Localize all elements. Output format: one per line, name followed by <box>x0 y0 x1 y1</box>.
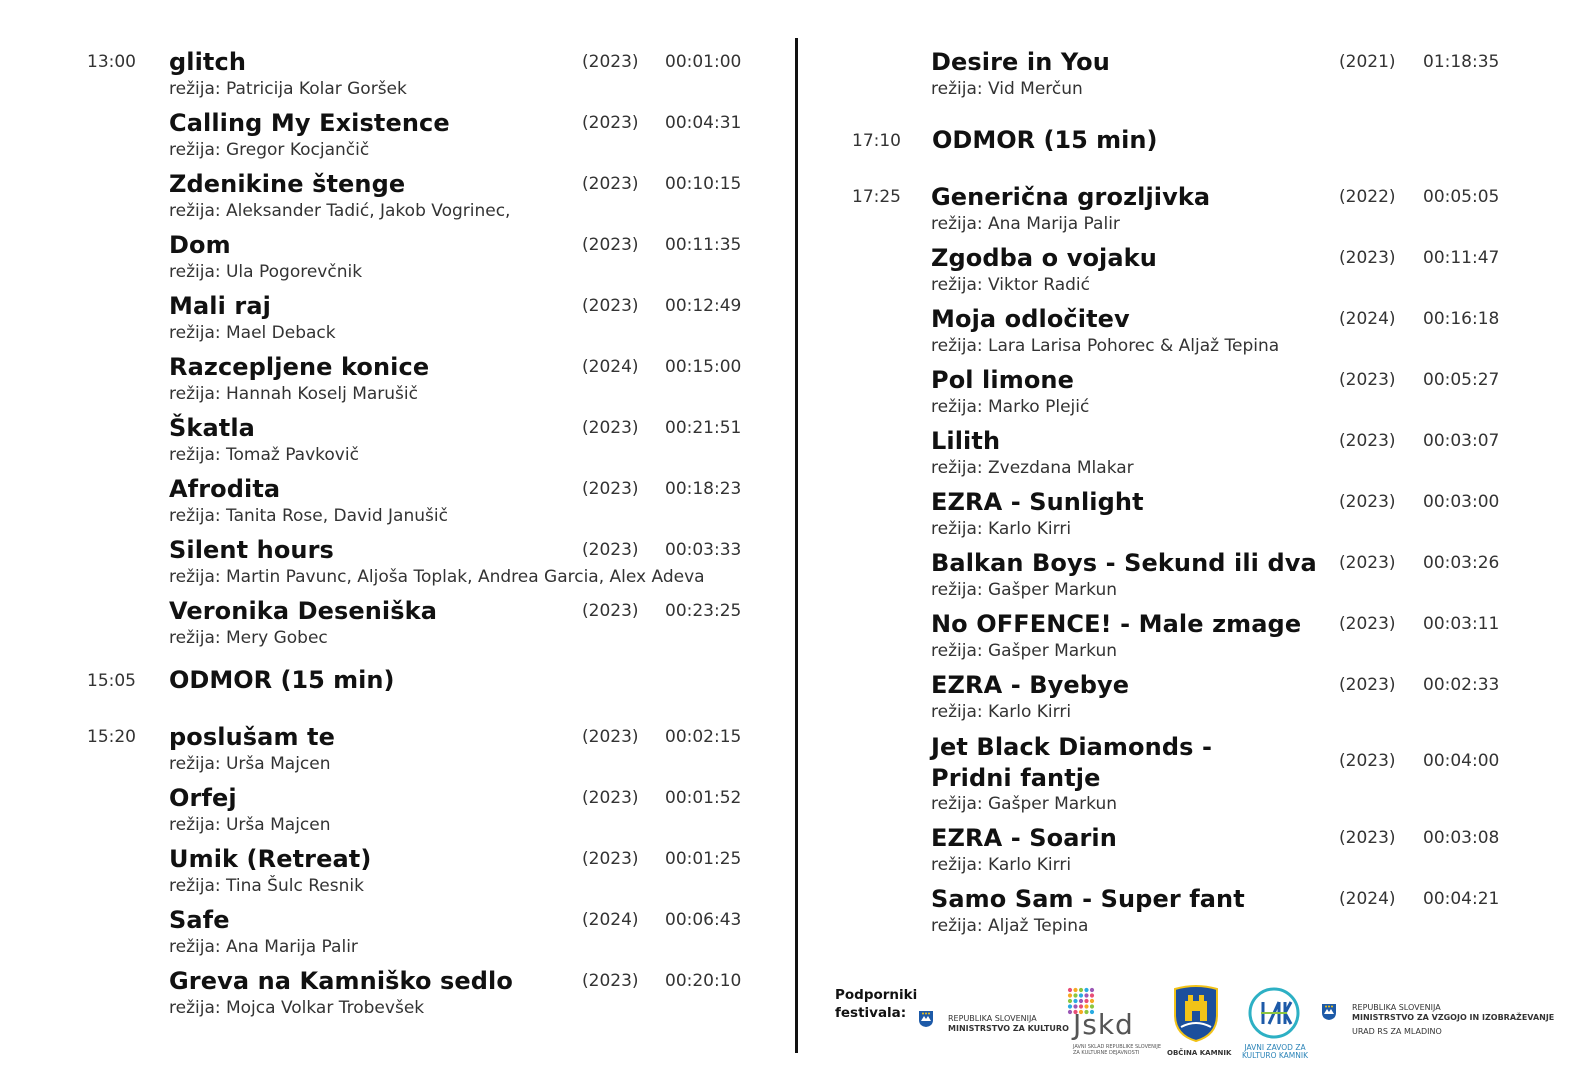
film-duration: 00:16:18 <box>1423 309 1500 329</box>
film-title: Lilith <box>931 427 1001 455</box>
block-time: 13:00 <box>87 52 136 72</box>
break-title: ODMOR (15 min) <box>169 666 395 694</box>
film-title: Pol limone <box>931 366 1074 394</box>
break-title: ODMOR (15 min) <box>932 126 1158 154</box>
film-title: Zgodba o vojaku <box>931 244 1157 272</box>
film-title: Desire in You <box>931 48 1110 76</box>
film-year: (2023) <box>582 296 639 316</box>
film-title: No OFFENCE! - Male zmage <box>931 610 1302 638</box>
sponsors-label-line: festivala: <box>835 1005 907 1021</box>
film-title: Silent hours <box>169 536 334 564</box>
kamnik-shield-icon <box>1171 983 1221 1043</box>
film-title: Balkan Boys - Sekund ili dva <box>931 549 1317 577</box>
film-director: režija: Mael Deback <box>169 323 336 343</box>
film-year: (2023) <box>582 113 639 133</box>
film-duration: 00:15:00 <box>665 357 742 377</box>
jskd-dot <box>1073 993 1077 997</box>
film-duration: 00:05:05 <box>1423 187 1500 207</box>
film-year: (2023) <box>1339 751 1396 771</box>
jskd-dot <box>1068 988 1072 992</box>
film-director: režija: Marko Plejić <box>931 397 1090 417</box>
film-year: (2023) <box>1339 492 1396 512</box>
film-duration: 00:05:27 <box>1423 370 1500 390</box>
film-year: (2021) <box>1339 52 1396 72</box>
film-duration: 00:03:08 <box>1423 828 1500 848</box>
jskd-dot <box>1084 988 1088 992</box>
film-director: režija: Gašper Markun <box>931 641 1118 661</box>
film-year: (2024) <box>1339 889 1396 909</box>
film-director: režija: Hannah Koselj Marušič <box>169 384 418 404</box>
film-director: režija: Urša Majcen <box>169 754 331 774</box>
film-director: režija: Lara Larisa Pohorec & Aljaž Tepina <box>931 336 1280 356</box>
film-duration: 00:01:00 <box>665 52 742 72</box>
film-year: (2023) <box>1339 614 1396 634</box>
film-director: režija: Ana Marija Palir <box>931 214 1120 234</box>
film-year: (2023) <box>1339 828 1396 848</box>
film-duration: 00:04:21 <box>1423 889 1500 909</box>
film-year: (2023) <box>582 479 639 499</box>
film-duration: 00:02:33 <box>1423 675 1500 695</box>
film-year: (2023) <box>582 235 639 255</box>
film-director: režija: Mery Gobec <box>169 628 328 648</box>
film-director: režija: Gregor Kocjančič <box>169 140 370 160</box>
slovenia-coat-icon <box>1321 1003 1337 1021</box>
jskd-dot <box>1084 999 1088 1003</box>
film-title: Generična grozljivka <box>931 183 1211 211</box>
ministry-education-line: MINISTRSTVO ZA VZGOJO IN IZOBRAŽEVANJE <box>1352 1012 1555 1022</box>
film-duration: 00:03:33 <box>665 540 742 560</box>
film-title: Afrodita <box>169 475 281 503</box>
film-year: (2024) <box>1339 309 1396 329</box>
film-year: (2024) <box>582 357 639 377</box>
jskd-dot <box>1068 1004 1072 1008</box>
film-director: režija: Aljaž Tepina <box>931 916 1089 936</box>
film-director: režija: Tomaž Pavkovič <box>169 445 359 465</box>
film-year: (2023) <box>582 788 639 808</box>
sponsors-label-line: Podporniki <box>835 987 918 1003</box>
slovenia-coat-icon <box>918 1010 934 1028</box>
break-time: 15:05 <box>87 671 136 691</box>
film-title: Škatla <box>169 414 255 442</box>
film-director: režija: Vid Merčun <box>931 79 1083 99</box>
jskd-dot <box>1068 999 1072 1003</box>
film-year: (2023) <box>1339 675 1396 695</box>
jskd-dot <box>1084 993 1088 997</box>
film-duration: 00:06:43 <box>665 910 742 930</box>
zavod-circle-icon <box>1247 986 1301 1040</box>
film-year: (2023) <box>582 849 639 869</box>
film-director: režija: Viktor Radić <box>931 275 1090 295</box>
jskd-dot <box>1079 988 1083 992</box>
film-duration: 00:01:25 <box>665 849 742 869</box>
ministry-culture-line: MINISTRSTVO ZA KULTURO <box>948 1023 1069 1033</box>
film-duration: 00:11:35 <box>665 235 742 255</box>
jskd-dot <box>1090 999 1094 1003</box>
jskd-dot <box>1068 1010 1072 1014</box>
film-title: Dom <box>169 231 231 259</box>
film-title: Moja odločitev <box>931 305 1130 333</box>
film-title: poslušam te <box>169 723 335 751</box>
film-director: režija: Ana Marija Palir <box>169 937 358 957</box>
film-title: EZRA - Byebye <box>931 671 1130 699</box>
jskd-dot <box>1073 988 1077 992</box>
jskd-sub: JAVNI SKLAD REPUBLIKE SLOVENIJE <box>1073 1044 1162 1050</box>
film-duration: 00:10:15 <box>665 174 742 194</box>
film-director: režija: Martin Pavunc, Aljoša Toplak, Andrea Garcia, Alex Adeva <box>169 567 705 587</box>
film-year: (2023) <box>582 418 639 438</box>
film-title: Mali raj <box>169 292 271 320</box>
film-year: (2023) <box>582 971 639 991</box>
film-title: glitch <box>169 48 247 76</box>
film-duration: 00:03:00 <box>1423 492 1500 512</box>
film-director: režija: Zvezdana Mlakar <box>931 458 1134 478</box>
film-director: režija: Tina Šulc Resnik <box>169 876 364 896</box>
film-duration: 00:03:07 <box>1423 431 1500 451</box>
film-year: (2024) <box>582 910 639 930</box>
film-title: Zdenikine štenge <box>169 170 406 198</box>
jskd-dot <box>1073 999 1077 1003</box>
film-duration: 00:18:23 <box>665 479 742 499</box>
jskd-dot <box>1079 999 1083 1003</box>
film-title: Razcepljene konice <box>169 353 430 381</box>
jskd-sub: ZA KULTURNE DEJAVNOSTI <box>1073 1050 1140 1056</box>
film-duration: 00:01:52 <box>665 788 742 808</box>
column-divider <box>795 38 798 1053</box>
film-duration: 00:21:51 <box>665 418 742 438</box>
film-title: EZRA - Sunlight <box>931 488 1144 516</box>
film-director: režija: Ula Pogorevčnik <box>169 262 363 282</box>
film-title: Safe <box>169 906 230 934</box>
film-year: (2022) <box>1339 187 1396 207</box>
jskd-logo <box>1066 986 1162 1058</box>
film-year: (2023) <box>582 52 639 72</box>
ministry-education-line: URAD RS ZA MLADINO <box>1352 1027 1442 1036</box>
film-duration: 00:20:10 <box>665 971 742 991</box>
film-duration: 00:03:11 <box>1423 614 1500 634</box>
film-duration: 00:23:25 <box>665 601 742 621</box>
film-director: režija: Tanita Rose, David Janušič <box>169 506 448 526</box>
film-title: Calling My Existence <box>169 109 450 137</box>
film-director: režija: Gašper Markun <box>931 580 1118 600</box>
film-title: Samo Sam - Super fant <box>931 885 1245 913</box>
ministry-culture-line: REPUBLIKA SLOVENIJA <box>948 1014 1037 1023</box>
film-director: režija: Mojca Volkar Trobevšek <box>169 998 425 1018</box>
jskd-dot <box>1068 993 1072 997</box>
film-title: Veronika Deseniška <box>169 597 438 625</box>
film-year: (2023) <box>1339 248 1396 268</box>
zavod-line: JAVNI ZAVOD ZA <box>1244 1043 1306 1052</box>
kamnik-name: OBČINA KAMNIK <box>1167 1049 1232 1057</box>
ministry-education-line: REPUBLIKA SLOVENIJA <box>1352 1003 1441 1012</box>
film-duration: 00:04:31 <box>665 113 742 133</box>
film-year: (2023) <box>1339 553 1396 573</box>
sponsors-label <box>835 986 917 1022</box>
film-title: Jet Black Diamonds - Pridni fantje <box>931 733 1212 792</box>
film-duration: 00:03:26 <box>1423 553 1500 573</box>
film-duration: 00:11:47 <box>1423 248 1500 268</box>
film-duration: 01:18:35 <box>1423 52 1500 72</box>
block-time: 15:20 <box>87 727 136 747</box>
film-director: režija: Urša Majcen <box>169 815 331 835</box>
film-year: (2023) <box>582 727 639 747</box>
break-time: 17:10 <box>852 131 901 151</box>
film-director: režija: Karlo Kirri <box>931 855 1072 875</box>
film-year: (2023) <box>582 540 639 560</box>
film-year: (2023) <box>1339 431 1396 451</box>
film-director: režija: Karlo Kirri <box>931 702 1072 722</box>
film-duration: 00:12:49 <box>665 296 742 316</box>
jskd-dot <box>1079 993 1083 997</box>
film-year: (2023) <box>582 601 639 621</box>
film-duration: 00:04:00 <box>1423 751 1500 771</box>
jskd-name: Jskd <box>1073 1008 1134 1041</box>
zavod-kultura-logo <box>1237 986 1313 1062</box>
film-director: režija: Patricija Kolar Goršek <box>169 79 407 99</box>
film-title: Greva na Kamniško sedlo <box>169 967 513 995</box>
film-title: EZRA - Soarin <box>931 824 1117 852</box>
obcina-kamnik-logo <box>1167 983 1232 1063</box>
zavod-line: KULTURO KAMNIK <box>1241 1051 1309 1060</box>
block-time: 17:25 <box>852 187 901 207</box>
film-year: (2023) <box>582 174 639 194</box>
film-duration: 00:02:15 <box>665 727 742 747</box>
film-title: Orfej <box>169 784 237 812</box>
jskd-dot <box>1090 993 1094 997</box>
jskd-dot <box>1090 988 1094 992</box>
film-title: Umik (Retreat) <box>169 845 372 873</box>
film-year: (2023) <box>1339 370 1396 390</box>
film-director: režija: Aleksander Tadić, Jakob Vogrinec, <box>169 201 511 221</box>
film-director: režija: Gašper Markun <box>931 794 1118 814</box>
film-director: režija: Karlo Kirri <box>931 519 1072 539</box>
